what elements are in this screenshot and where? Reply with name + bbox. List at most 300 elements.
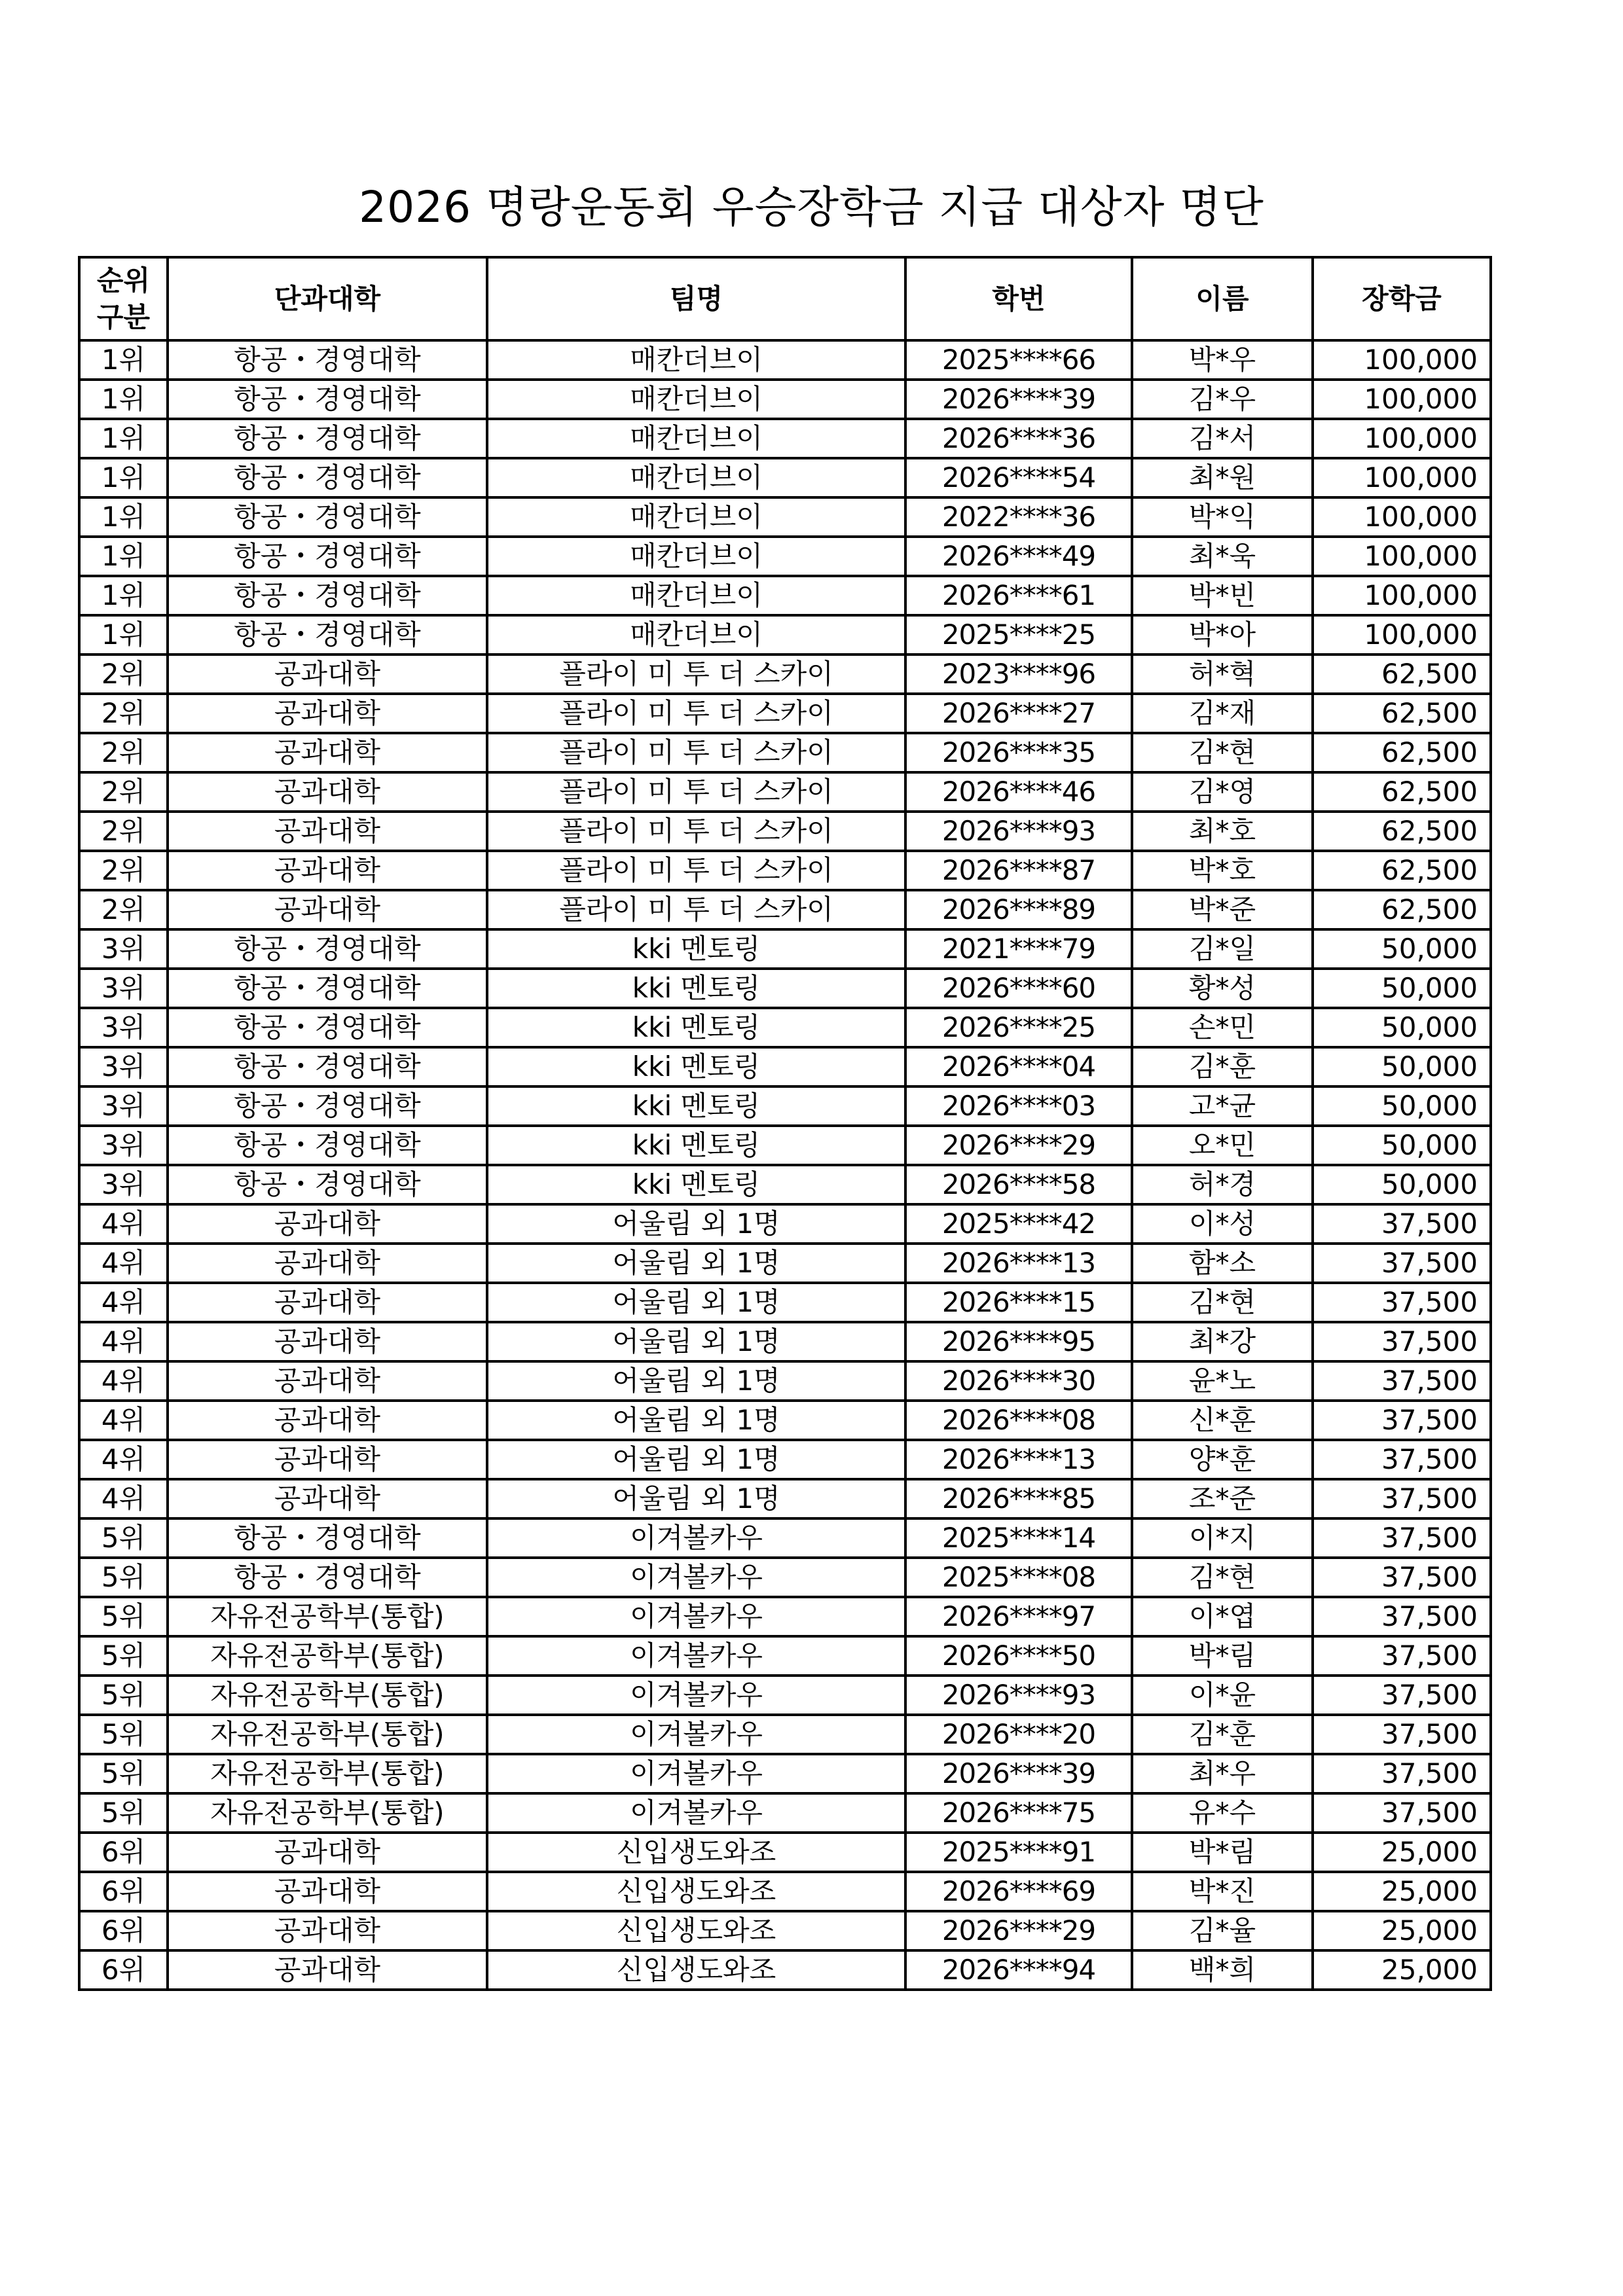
table-row — [79, 1204, 1491, 1244]
cell-student-id: 2026****39 — [905, 380, 1132, 419]
cell-scholarship: 50,000 — [1313, 969, 1491, 1008]
cell-name: 이*성 — [1132, 1204, 1313, 1244]
cell-team: 플라이 미 투 더 스카이 — [487, 890, 905, 929]
cell-team: 매칸더브이 — [487, 497, 905, 537]
cell-name: 백*희 — [1132, 1950, 1313, 1990]
cell-student-id: 2026****27 — [905, 694, 1132, 733]
cell-name: 최*강 — [1132, 1322, 1313, 1361]
cell-name: 김*훈 — [1132, 1047, 1313, 1086]
cell-college: 항공・경영대학 — [168, 1086, 487, 1126]
header-name: 이름 — [1132, 257, 1313, 340]
cell-rank: 4위 — [79, 1479, 168, 1518]
cell-college: 항공・경영대학 — [168, 537, 487, 576]
cell-college: 자유전공학부(통합) — [168, 1597, 487, 1636]
table-row — [79, 1715, 1491, 1754]
cell-rank: 4위 — [79, 1204, 168, 1244]
cell-college: 항공・경영대학 — [168, 576, 487, 615]
cell-scholarship: 50,000 — [1313, 1126, 1491, 1165]
cell-student-id: 2026****49 — [905, 537, 1132, 576]
cell-scholarship: 37,500 — [1313, 1558, 1491, 1597]
cell-name: 김*우 — [1132, 380, 1313, 419]
cell-team: 매칸더브이 — [487, 576, 905, 615]
cell-name: 최*호 — [1132, 812, 1313, 851]
cell-rank: 3위 — [79, 1047, 168, 1086]
table-row — [79, 1597, 1491, 1636]
cell-student-id: 2026****13 — [905, 1244, 1132, 1283]
cell-name: 양*훈 — [1132, 1440, 1313, 1479]
cell-rank: 4위 — [79, 1440, 168, 1479]
cell-scholarship: 50,000 — [1313, 1047, 1491, 1086]
cell-name: 황*성 — [1132, 969, 1313, 1008]
cell-college: 공과대학 — [168, 733, 487, 772]
table-row — [79, 537, 1491, 576]
cell-team: 어울림 외 1명 — [487, 1283, 905, 1322]
table-row — [79, 890, 1491, 929]
cell-college: 공과대학 — [168, 772, 487, 812]
cell-student-id: 2021****79 — [905, 929, 1132, 969]
cell-college: 항공・경영대학 — [168, 969, 487, 1008]
cell-college: 항공・경영대학 — [168, 1518, 487, 1558]
cell-rank: 2위 — [79, 655, 168, 694]
cell-scholarship: 37,500 — [1313, 1440, 1491, 1479]
cell-rank: 2위 — [79, 851, 168, 890]
cell-team: 플라이 미 투 더 스카이 — [487, 694, 905, 733]
cell-college: 공과대학 — [168, 694, 487, 733]
header-rank-line1: 순위 — [96, 264, 151, 296]
cell-name: 박*준 — [1132, 890, 1313, 929]
cell-rank: 3위 — [79, 1165, 168, 1204]
cell-college: 자유전공학부(통합) — [168, 1636, 487, 1676]
cell-college: 공과대학 — [168, 1479, 487, 1518]
cell-name: 김*훈 — [1132, 1715, 1313, 1754]
cell-team: 매칸더브이 — [487, 419, 905, 458]
cell-name: 최*원 — [1132, 458, 1313, 497]
cell-scholarship: 100,000 — [1313, 615, 1491, 655]
cell-rank: 1위 — [79, 419, 168, 458]
cell-student-id: 2026****03 — [905, 1086, 1132, 1126]
cell-scholarship: 37,500 — [1313, 1715, 1491, 1754]
cell-team: kki 멘토링 — [487, 1126, 905, 1165]
cell-rank: 5위 — [79, 1558, 168, 1597]
cell-rank: 5위 — [79, 1715, 168, 1754]
table-row — [79, 1872, 1491, 1911]
cell-team: 매칸더브이 — [487, 458, 905, 497]
cell-team: 플라이 미 투 더 스카이 — [487, 812, 905, 851]
cell-rank: 1위 — [79, 380, 168, 419]
cell-college: 항공・경영대학 — [168, 929, 487, 969]
cell-name: 손*민 — [1132, 1008, 1313, 1047]
cell-college: 공과대학 — [168, 1911, 487, 1950]
cell-college: 공과대학 — [168, 1872, 487, 1911]
table-row — [79, 340, 1491, 380]
cell-name: 조*준 — [1132, 1479, 1313, 1518]
cell-rank: 6위 — [79, 1911, 168, 1950]
cell-scholarship: 25,000 — [1313, 1833, 1491, 1872]
cell-college: 공과대학 — [168, 851, 487, 890]
cell-rank: 5위 — [79, 1518, 168, 1558]
table-row — [79, 694, 1491, 733]
table-row — [79, 1244, 1491, 1283]
cell-name: 허*혁 — [1132, 655, 1313, 694]
table-row — [79, 1008, 1491, 1047]
header-student-id: 학번 — [905, 257, 1132, 340]
table-row — [79, 1401, 1491, 1440]
cell-team: 어울림 외 1명 — [487, 1204, 905, 1244]
cell-team: 신입생도와조 — [487, 1950, 905, 1990]
cell-team: 매칸더브이 — [487, 380, 905, 419]
cell-name: 김*현 — [1132, 733, 1313, 772]
cell-name: 이*지 — [1132, 1518, 1313, 1558]
cell-name: 최*우 — [1132, 1754, 1313, 1793]
cell-rank: 2위 — [79, 812, 168, 851]
cell-name: 박*림 — [1132, 1833, 1313, 1872]
cell-team: 플라이 미 투 더 스카이 — [487, 772, 905, 812]
header-scholarship: 장학금 — [1313, 257, 1491, 340]
cell-team: kki 멘토링 — [487, 1047, 905, 1086]
cell-scholarship: 100,000 — [1313, 497, 1491, 537]
table-row — [79, 1833, 1491, 1872]
table-row — [79, 1361, 1491, 1401]
cell-team: 신입생도와조 — [487, 1911, 905, 1950]
cell-rank: 6위 — [79, 1833, 168, 1872]
table-row — [79, 772, 1491, 812]
document-title: 2026 명랑운동회 우승장학금 지급 대상자 명단 — [359, 182, 1264, 233]
cell-college: 자유전공학부(통합) — [168, 1715, 487, 1754]
cell-college: 항공・경영대학 — [168, 1165, 487, 1204]
cell-name: 박*아 — [1132, 615, 1313, 655]
cell-college: 공과대학 — [168, 1204, 487, 1244]
cell-name: 김*현 — [1132, 1283, 1313, 1322]
cell-name: 김*현 — [1132, 1558, 1313, 1597]
cell-scholarship: 37,500 — [1313, 1361, 1491, 1401]
cell-name: 유*수 — [1132, 1793, 1313, 1833]
cell-college: 공과대학 — [168, 655, 487, 694]
cell-student-id: 2026****04 — [905, 1047, 1132, 1086]
cell-college: 항공・경영대학 — [168, 615, 487, 655]
cell-scholarship: 25,000 — [1313, 1950, 1491, 1990]
cell-name: 고*균 — [1132, 1086, 1313, 1126]
cell-scholarship: 50,000 — [1313, 1008, 1491, 1047]
cell-team: 이겨볼카우 — [487, 1754, 905, 1793]
cell-student-id: 2025****25 — [905, 615, 1132, 655]
cell-team: 매칸더브이 — [487, 340, 905, 380]
cell-college: 자유전공학부(통합) — [168, 1676, 487, 1715]
cell-team: kki 멘토링 — [487, 929, 905, 969]
table-body — [79, 340, 1491, 1990]
table-row — [79, 1126, 1491, 1165]
cell-scholarship: 50,000 — [1313, 1165, 1491, 1204]
cell-name: 이*윤 — [1132, 1676, 1313, 1715]
table-row — [79, 1518, 1491, 1558]
cell-student-id: 2026****93 — [905, 1676, 1132, 1715]
cell-student-id: 2025****08 — [905, 1558, 1132, 1597]
table-header — [79, 257, 1491, 340]
cell-rank: 1위 — [79, 458, 168, 497]
cell-college: 자유전공학부(통합) — [168, 1754, 487, 1793]
cell-name: 박*림 — [1132, 1636, 1313, 1676]
table-row — [79, 458, 1491, 497]
cell-student-id: 2026****54 — [905, 458, 1132, 497]
table-row — [79, 1165, 1491, 1204]
cell-team: kki 멘토링 — [487, 1165, 905, 1204]
table-row — [79, 1911, 1491, 1950]
cell-college: 항공・경영대학 — [168, 1126, 487, 1165]
cell-name: 이*엽 — [1132, 1597, 1313, 1636]
cell-college: 공과대학 — [168, 812, 487, 851]
cell-scholarship: 37,500 — [1313, 1793, 1491, 1833]
cell-team: 신입생도와조 — [487, 1872, 905, 1911]
cell-college: 공과대학 — [168, 1401, 487, 1440]
cell-rank: 3위 — [79, 929, 168, 969]
cell-student-id: 2026****85 — [905, 1479, 1132, 1518]
cell-rank: 4위 — [79, 1361, 168, 1401]
table-row — [79, 380, 1491, 419]
cell-team: kki 멘토링 — [487, 969, 905, 1008]
cell-student-id: 2026****29 — [905, 1126, 1132, 1165]
cell-rank: 1위 — [79, 537, 168, 576]
cell-team: 매칸더브이 — [487, 537, 905, 576]
cell-college: 공과대학 — [168, 1950, 487, 1990]
cell-rank: 2위 — [79, 733, 168, 772]
cell-student-id: 2026****25 — [905, 1008, 1132, 1047]
cell-student-id: 2026****46 — [905, 772, 1132, 812]
table-row — [79, 1322, 1491, 1361]
cell-rank: 1위 — [79, 576, 168, 615]
cell-scholarship: 62,500 — [1313, 694, 1491, 733]
cell-student-id: 2026****95 — [905, 1322, 1132, 1361]
cell-rank: 4위 — [79, 1401, 168, 1440]
cell-name: 최*욱 — [1132, 537, 1313, 576]
cell-rank: 6위 — [79, 1872, 168, 1911]
cell-student-id: 2026****29 — [905, 1911, 1132, 1950]
cell-team: 이겨볼카우 — [487, 1676, 905, 1715]
cell-team: kki 멘토링 — [487, 1008, 905, 1047]
cell-scholarship: 100,000 — [1313, 419, 1491, 458]
cell-college: 공과대학 — [168, 1440, 487, 1479]
cell-college: 항공・경영대학 — [168, 458, 487, 497]
header-college: 단과대학 — [168, 257, 487, 340]
cell-student-id: 2025****14 — [905, 1518, 1132, 1558]
cell-rank: 2위 — [79, 772, 168, 812]
cell-student-id: 2026****89 — [905, 890, 1132, 929]
cell-name: 김*서 — [1132, 419, 1313, 458]
cell-name: 김*일 — [1132, 929, 1313, 969]
cell-college: 공과대학 — [168, 1361, 487, 1401]
cell-scholarship: 62,500 — [1313, 812, 1491, 851]
cell-scholarship: 62,500 — [1313, 890, 1491, 929]
cell-scholarship: 50,000 — [1313, 1086, 1491, 1126]
header-rank-line2: 구분 — [96, 300, 151, 333]
cell-student-id: 2026****35 — [905, 733, 1132, 772]
cell-name: 함*소 — [1132, 1244, 1313, 1283]
cell-scholarship: 100,000 — [1313, 537, 1491, 576]
table-row — [79, 576, 1491, 615]
cell-team: 어울림 외 1명 — [487, 1322, 905, 1361]
cell-student-id: 2026****36 — [905, 419, 1132, 458]
cell-rank: 2위 — [79, 890, 168, 929]
cell-scholarship: 62,500 — [1313, 851, 1491, 890]
cell-student-id: 2026****97 — [905, 1597, 1132, 1636]
cell-college: 공과대학 — [168, 1833, 487, 1872]
cell-name: 신*훈 — [1132, 1401, 1313, 1440]
cell-team: 이겨볼카우 — [487, 1518, 905, 1558]
table-row — [79, 1950, 1491, 1990]
cell-rank: 4위 — [79, 1283, 168, 1322]
table-row — [79, 1558, 1491, 1597]
cell-student-id: 2026****75 — [905, 1793, 1132, 1833]
cell-team: 신입생도와조 — [487, 1833, 905, 1872]
cell-team: 어울림 외 1명 — [487, 1361, 905, 1401]
table-row — [79, 419, 1491, 458]
header-row — [79, 257, 1491, 340]
cell-team: 어울림 외 1명 — [487, 1244, 905, 1283]
cell-rank: 5위 — [79, 1676, 168, 1715]
cell-name: 박*진 — [1132, 1872, 1313, 1911]
cell-scholarship: 37,500 — [1313, 1518, 1491, 1558]
cell-student-id: 2026****50 — [905, 1636, 1132, 1676]
cell-rank: 1위 — [79, 615, 168, 655]
cell-rank: 5위 — [79, 1793, 168, 1833]
cell-rank: 3위 — [79, 1008, 168, 1047]
cell-rank: 2위 — [79, 694, 168, 733]
cell-team: 이겨볼카우 — [487, 1636, 905, 1676]
cell-scholarship: 100,000 — [1313, 458, 1491, 497]
cell-student-id: 2026****58 — [905, 1165, 1132, 1204]
table-row — [79, 1440, 1491, 1479]
cell-scholarship: 37,500 — [1313, 1322, 1491, 1361]
cell-scholarship: 100,000 — [1313, 340, 1491, 380]
cell-college: 공과대학 — [168, 1322, 487, 1361]
cell-college: 항공・경영대학 — [168, 1047, 487, 1086]
header-team: 팀명 — [487, 257, 905, 340]
cell-college: 항공・경영대학 — [168, 497, 487, 537]
table-row — [79, 1754, 1491, 1793]
cell-team: 플라이 미 투 더 스카이 — [487, 733, 905, 772]
cell-student-id: 2026****93 — [905, 812, 1132, 851]
cell-college: 항공・경영대학 — [168, 419, 487, 458]
cell-student-id: 2026****69 — [905, 1872, 1132, 1911]
cell-name: 허*경 — [1132, 1165, 1313, 1204]
cell-college: 공과대학 — [168, 1283, 487, 1322]
cell-scholarship: 37,500 — [1313, 1204, 1491, 1244]
cell-rank: 1위 — [79, 340, 168, 380]
cell-rank: 3위 — [79, 1086, 168, 1126]
cell-scholarship: 37,500 — [1313, 1401, 1491, 1440]
cell-college: 항공・경영대학 — [168, 340, 487, 380]
table-row — [79, 1479, 1491, 1518]
cell-student-id: 2026****13 — [905, 1440, 1132, 1479]
cell-college: 항공・경영대학 — [168, 1558, 487, 1597]
cell-rank: 4위 — [79, 1322, 168, 1361]
table-row — [79, 851, 1491, 890]
cell-name: 김*재 — [1132, 694, 1313, 733]
scholarship-recipients-table — [78, 256, 1492, 1991]
cell-scholarship: 50,000 — [1313, 929, 1491, 969]
cell-rank: 5위 — [79, 1754, 168, 1793]
cell-scholarship: 37,500 — [1313, 1597, 1491, 1636]
cell-name: 김*율 — [1132, 1911, 1313, 1950]
cell-scholarship: 37,500 — [1313, 1479, 1491, 1518]
table-row — [79, 1283, 1491, 1322]
cell-college: 항공・경영대학 — [168, 380, 487, 419]
table-row — [79, 929, 1491, 969]
cell-student-id: 2026****39 — [905, 1754, 1132, 1793]
cell-scholarship: 37,500 — [1313, 1754, 1491, 1793]
cell-student-id: 2025****66 — [905, 340, 1132, 380]
cell-college: 항공・경영대학 — [168, 1008, 487, 1047]
cell-team: 이겨볼카우 — [487, 1597, 905, 1636]
cell-rank: 5위 — [79, 1597, 168, 1636]
cell-team: 이겨볼카우 — [487, 1793, 905, 1833]
cell-student-id: 2026****20 — [905, 1715, 1132, 1754]
cell-scholarship: 37,500 — [1313, 1244, 1491, 1283]
cell-name: 김*영 — [1132, 772, 1313, 812]
table-row — [79, 812, 1491, 851]
cell-scholarship: 100,000 — [1313, 576, 1491, 615]
cell-student-id: 2025****42 — [905, 1204, 1132, 1244]
cell-rank: 1위 — [79, 497, 168, 537]
table-row — [79, 1676, 1491, 1715]
cell-team: 이겨볼카우 — [487, 1715, 905, 1754]
cell-student-id: 2026****30 — [905, 1361, 1132, 1401]
cell-student-id: 2025****91 — [905, 1833, 1132, 1872]
cell-scholarship: 62,500 — [1313, 772, 1491, 812]
cell-student-id: 2026****87 — [905, 851, 1132, 890]
cell-team: 매칸더브이 — [487, 615, 905, 655]
cell-student-id: 2026****94 — [905, 1950, 1132, 1990]
cell-name: 박*우 — [1132, 340, 1313, 380]
cell-team: 어울림 외 1명 — [487, 1479, 905, 1518]
cell-student-id: 2026****60 — [905, 969, 1132, 1008]
cell-team: 어울림 외 1명 — [487, 1440, 905, 1479]
cell-team: 어울림 외 1명 — [487, 1401, 905, 1440]
cell-name: 박*호 — [1132, 851, 1313, 890]
table-row — [79, 655, 1491, 694]
table-row — [79, 1793, 1491, 1833]
cell-scholarship: 100,000 — [1313, 380, 1491, 419]
table-row — [79, 733, 1491, 772]
cell-team: 플라이 미 투 더 스카이 — [487, 655, 905, 694]
cell-name: 박*빈 — [1132, 576, 1313, 615]
table-row — [79, 497, 1491, 537]
cell-scholarship: 37,500 — [1313, 1676, 1491, 1715]
table-row — [79, 1086, 1491, 1126]
cell-scholarship: 62,500 — [1313, 655, 1491, 694]
cell-rank: 6위 — [79, 1950, 168, 1990]
cell-rank: 3위 — [79, 1126, 168, 1165]
cell-scholarship: 37,500 — [1313, 1283, 1491, 1322]
cell-student-id: 2023****96 — [905, 655, 1132, 694]
cell-student-id: 2026****08 — [905, 1401, 1132, 1440]
cell-college: 공과대학 — [168, 890, 487, 929]
cell-scholarship: 37,500 — [1313, 1636, 1491, 1676]
cell-team: kki 멘토링 — [487, 1086, 905, 1126]
table-row — [79, 615, 1491, 655]
cell-scholarship: 25,000 — [1313, 1872, 1491, 1911]
cell-student-id: 2022****36 — [905, 497, 1132, 537]
cell-team: 플라이 미 투 더 스카이 — [487, 851, 905, 890]
cell-name: 박*익 — [1132, 497, 1313, 537]
cell-college: 공과대학 — [168, 1244, 487, 1283]
cell-student-id: 2026****61 — [905, 576, 1132, 615]
cell-college: 자유전공학부(통합) — [168, 1793, 487, 1833]
cell-rank: 5위 — [79, 1636, 168, 1676]
table-row — [79, 1047, 1491, 1086]
header-rank — [79, 257, 168, 340]
table-row — [79, 1636, 1491, 1676]
cell-scholarship: 25,000 — [1313, 1911, 1491, 1950]
table-row — [79, 969, 1491, 1008]
